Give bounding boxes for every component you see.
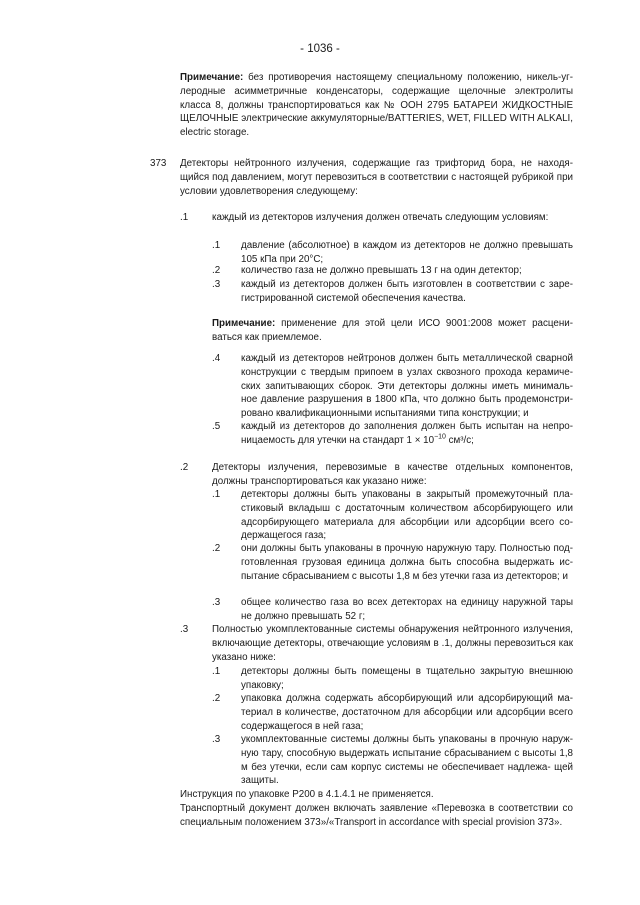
item-text: каждый из детекторов должен быть изготовлен в соответствии с заре- гистрированной системой обеспечения качества.	[241, 279, 573, 304]
item-text: они должны быть упакованы в прочную наружную тару. Полностью под- готовленная грузовая единица должна быть способна выдержать ис- пытание сбрасыванием с высоты 1,8 м без утечки газа из детекторов; и	[241, 543, 573, 582]
closing-line: Инструкция по упаковке Р200 в 4.1.4.1 не применяется.	[180, 789, 434, 800]
item-text: количество газа не должно превышать 13 г на один детектор;	[241, 265, 522, 276]
item-text-part: см³/с;	[445, 434, 474, 446]
item-number: .3	[212, 734, 221, 745]
intro-note	[180, 71, 573, 140]
item-text: каждый из детекторов нейтронов должен быть металлической сварной конструкции с твердым припоем в узлах сквозного прохода керамиче- ских запитывающих сборок. Эти детекторы должны иметь минималь- ное давление разрушения в 1800 кПа, что должно быть продемонстри- ровано квалификационными испытаниями типа конструкции; и	[241, 353, 573, 420]
item-text: детекторы должны быть помещены в тщательно закрытую внешнюю упаковку;	[241, 666, 573, 691]
item-number: .2	[212, 265, 221, 276]
provision-text: Детекторы нейтронного излучения, содержащие газ трифторид бора, не находя- щийся под давлением, могут перевозиться в соответствии с настоящей рубрикой при условии удовлетворения следующему:	[180, 158, 573, 197]
item-number: .3	[212, 279, 221, 290]
inner-note	[212, 317, 573, 345]
note-text: применение для этой цели ИСО 9001:2008 может расцени- ваться как приемлемое.	[212, 318, 573, 343]
item-number: .1	[212, 489, 221, 500]
note-text: без противоречия настоящему специальному положению, никель-уг- леродные асимметричные конденсаторы, содержащие щелочные электролиты класса 8, должны транспортироваться как № ООН 2795 БАТАРЕИ ЖИДКОСТНЫЕ ЩЕЛОЧНЫЕ электрические аккумуляторные/BATTERIES, WET, FILLED WITH ALKALI, electric storage.	[180, 72, 573, 139]
item-number: .2	[212, 543, 221, 554]
item-text: детекторы должны быть упакованы в закрытый промежуточный пла- стиковый вкладыш с достаточным количеством абсорбирующего или адсорбирующего материала для абсорбции или адсорбции всего со- держащегося газа;	[241, 489, 573, 542]
page-number: - 1036 -	[300, 43, 340, 55]
item-text: давление (абсолютное) в каждом из детекторов не должно превышать 105 кПа при 20°С;	[241, 240, 573, 265]
item-text-part: каждый из детекторов до заполнения должен быть испытан на непро- ницаемость для утечки на стандарт 1 × 10	[241, 421, 573, 446]
provision-number: 373	[150, 158, 167, 169]
paragraph-number: .1	[180, 212, 189, 223]
paragraph-text: каждый из детекторов излучения должен отвечать следующим условиям:	[212, 212, 549, 223]
item-number: .5	[212, 421, 221, 432]
paragraph-text: Полностью укомплектованные системы обнаружения нейтронного излучения, включающие детекторы, отвечающие условиям в .1, должны перевозиться как указано ниже:	[212, 624, 573, 663]
item-text: общее количество газа во всех детекторах на единицу наружной тары не должно превышать 52 г;	[241, 597, 573, 622]
closing-statement: Транспортный документ должен включать заявление «Перевозка в соответствии со специальным положением 373»/«Transport in accordance with special provision 373».	[180, 803, 573, 828]
item-number: .1	[212, 666, 221, 677]
item-text	[241, 420, 573, 448]
item-text: укомплектованные системы должны быть упакованы в прочную наруж- ную тару, способную выдержать испытание сбрасыванием с высоты 1,8 м без утечки, если сам корпус системы не обеспечивает надлежа- щей защиты.	[241, 734, 573, 787]
paragraph-number: .3	[180, 624, 189, 635]
item-number: .3	[212, 597, 221, 608]
item-number: .4	[212, 353, 221, 364]
item-number: .2	[212, 693, 221, 704]
note-label: Примечание:	[180, 72, 244, 83]
exponent: −10	[434, 433, 446, 441]
note-label: Примечание:	[212, 318, 276, 329]
paragraph-text: Детекторы излучения, перевозимые в качестве отдельных компонентов, должны транспортироваться как указано ниже:	[212, 462, 573, 487]
item-number: .1	[212, 240, 221, 251]
paragraph-number: .2	[180, 462, 189, 473]
item-text: упаковка должна содержать абсорбирующий или адсорбирующий ма- териал в количестве, достаточном для абсорбции или адсорбции всего содержащегося в ней газа;	[241, 693, 573, 732]
